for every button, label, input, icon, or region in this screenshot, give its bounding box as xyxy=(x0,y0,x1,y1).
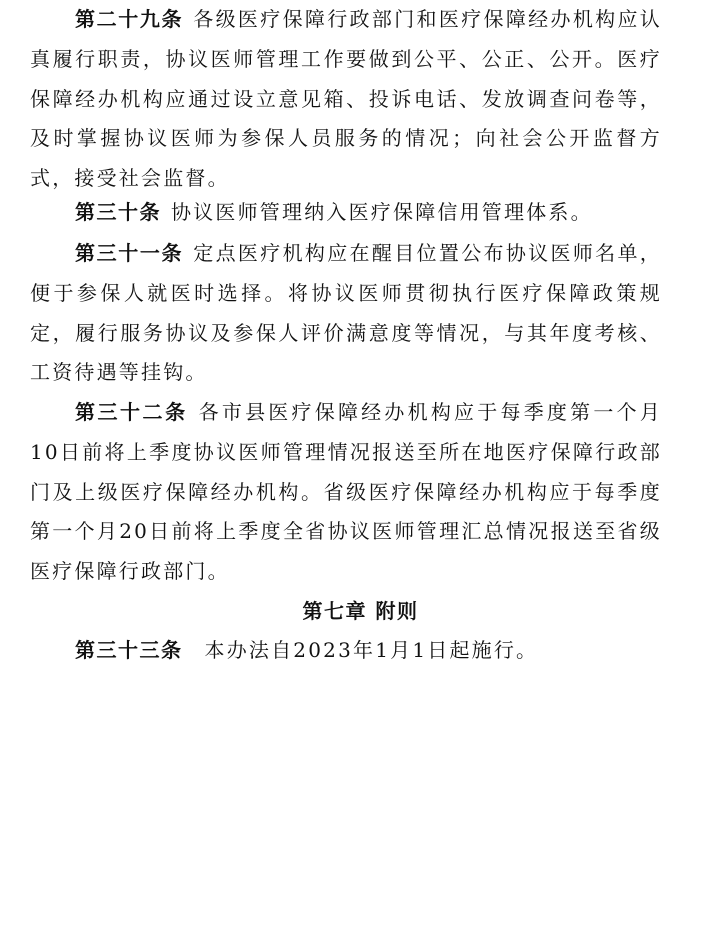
article-32 xyxy=(30,393,662,592)
article-31-text: 定点医疗机构应在醒目位置公布协议医师名单，便于参保人就医时选择。将协议医师贯彻执行医疗保障政策规定，履行服务协议及参保人评价满意度等情况，与其年度考核、工资待遇等挂钩。 xyxy=(30,241,663,385)
article-29 xyxy=(30,0,662,199)
article-33-label: 第三十三条 xyxy=(75,638,183,662)
article-31 xyxy=(30,234,662,393)
article-30-text: 协议医师管理纳入医疗保障信用管理体系。 xyxy=(171,200,593,224)
article-29-label: 第二十九条 xyxy=(75,7,184,31)
article-32-text: 各市县医疗保障经办机构应于每季度第一个月10日前将上季度协议医师管理情况报送至所在地医疗保障行政部门及上级医疗保障经办机构。省级医疗保障经办机构应于每季度第一个月20日前将上季度全省协议医师管理汇总情况报送至省级医疗保障行政部门。 xyxy=(30,400,663,584)
article-31-label: 第三十一条 xyxy=(75,241,184,265)
article-29-text: 各级医疗保障行政部门和医疗保障经办机构应认真履行职责，协议医师管理工作要做到公平、公正、公开。医疗保障经办机构应通过设立意见箱、投诉电话、发放调查问卷等，及时掌握协议医师为参保人员服务的情况；向社会公开监督方式，接受社会监督。 xyxy=(30,7,663,191)
article-30 xyxy=(30,193,662,233)
article-32-label: 第三十二条 xyxy=(75,400,188,424)
article-33 xyxy=(30,631,662,671)
article-33-text: 本办法自2023年1月1日起施行。 xyxy=(204,638,539,662)
article-30-label: 第三十条 xyxy=(75,200,161,224)
chapter-heading: 第七章 附则 xyxy=(302,599,419,623)
